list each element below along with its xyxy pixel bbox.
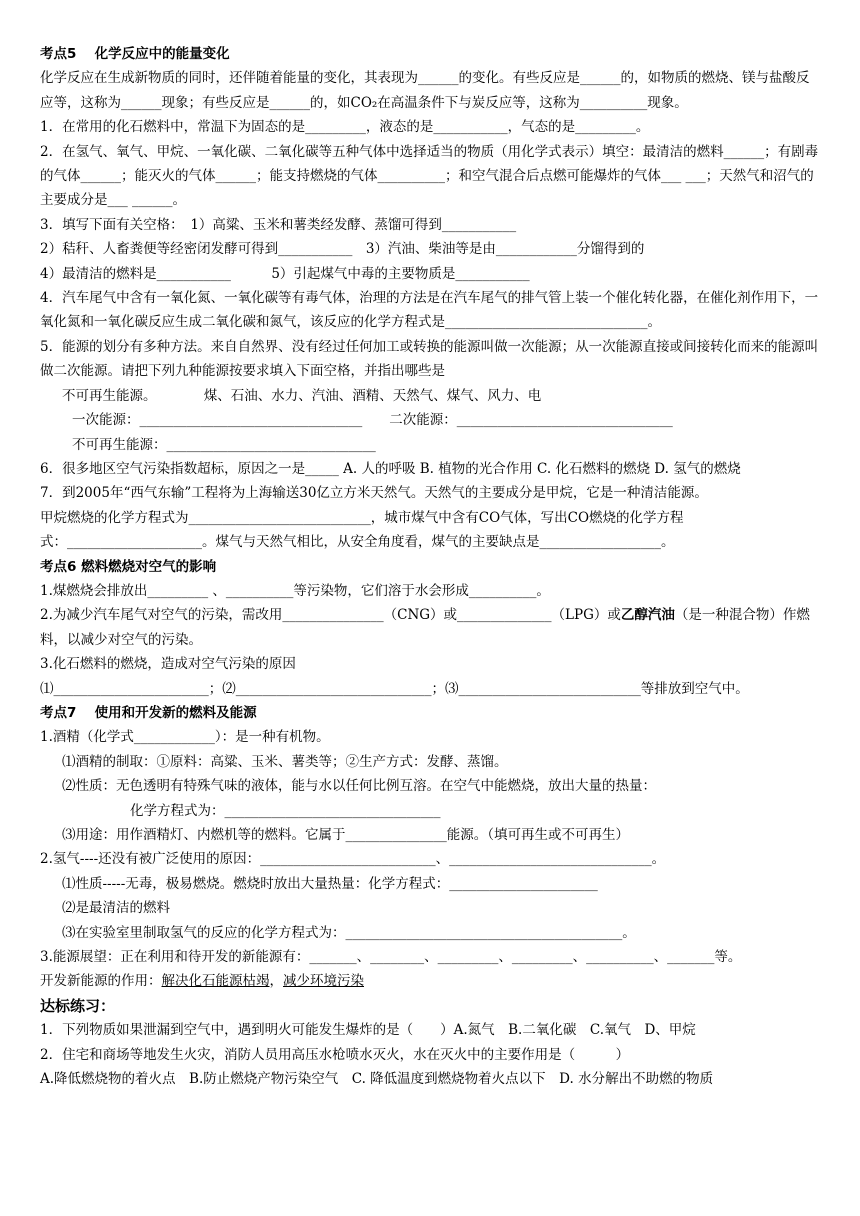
question-7-4d: 减少环境污染 xyxy=(283,973,364,990)
question-7-4 xyxy=(40,969,822,993)
question-5-5c: 一次能源：_________________________________ 二次能源：________________________________ xyxy=(72,412,673,429)
drill-question-2: 2．住宅和商场等地发生火灾，消防人员用高压水枪喷水灭火，水在灭火中的主要作用是（ ） xyxy=(40,1046,630,1063)
question-5-4: 4．汽车尾气中含有一氧化氮、一氧化碳等有毒气体，治理的方法是在汽车尾气的排气管上装一个催化转化器，在催化剂作用下，一氧化氮和一氧化碳反应生成二氧化碳和氮气，该反应的化学方程式是______________________________。 xyxy=(40,290,819,331)
question-5-7c: 式：____________________。煤气与天然气相比，从安全角度看，煤气的主要缺点是__________________。 xyxy=(40,534,675,551)
question-5-6: 6．很多地区空气污染指数超标，原因之一是_____ A. 人的呼吸 B. 植物的光合作用 C. 化石燃料的燃烧 D. 氢气的燃烧 xyxy=(40,460,741,477)
question-5-3c: 4）最清洁的燃料是___________ 5）引起煤气中毒的主要物质是___________ xyxy=(40,265,530,282)
drill-question-2-options: A.降低燃烧物的着火点 B.防止燃烧产物污染空气 C. 降低温度到燃烧物着火点以下 D. 水分解出不助燃的物质 xyxy=(40,1071,714,1088)
section-5-title: 考点5 化学反应中的能量变化 xyxy=(40,46,230,62)
question-7-2a: ⑴性质-----无毒，极易燃烧。燃烧时放出大量热量：化学方程式：______________________ xyxy=(62,875,598,892)
question-7-1c: 化学方程式为：________________________________ xyxy=(130,802,441,819)
question-7-4c: ， xyxy=(269,973,283,990)
question-5-2: 2．在氢气、氧气、甲烷、一氧化碳、二氧化碳等五种气体中选择适当的物质（用化学式表示）填空：最清洁的燃料______；有剧毒的气体______；能灭火的气体______；能支持燃烧的气体__________；和空气混合后点燃可能爆炸的气体___ ___；天然气和沼气的主要成分是___ ______。 xyxy=(40,143,819,209)
worksheet-page xyxy=(40,42,822,1091)
question-7-1d: ⑶用途：用作酒精灯、内燃机等的燃料。它属于_______________能源。（填可再生或不可再生） xyxy=(62,827,629,843)
question-7-2b: ⑵是最清洁的燃料 xyxy=(62,900,170,917)
question-6-1: 1.煤燃烧会排放出_________ 、__________等污染物，它们溶于水会形成__________。 xyxy=(40,582,550,599)
question-6-3: 3.化石燃料的燃烧，造成对空气污染的原因 xyxy=(40,656,296,673)
question-6-3b: ⑴_______________________；⑵_____________________________；⑶___________________________等排放到空气中。 xyxy=(40,680,749,697)
section-6-title: 考点6 燃料燃烧对空气的影响 xyxy=(40,558,217,575)
section-5-intro: 化学反应在生成新物质的同时，还伴随着能量的变化，其表现为______的变化。有些反应是______的，如物质的燃烧、镁与盐酸反应等，这称为______现象；有些反应是______的，如CO₂在高温条件下与炭反应等，这称为__________现象。 xyxy=(40,70,810,111)
question-7-1a: ⑴酒精的制取：①原料：高粱、玉米、薯类等；②生产方式：发酵、蒸馏。 xyxy=(62,753,508,770)
question-5-5a: 5．能源的划分有多种方法。来自自然界、没有经过任何加工或转换的能源叫做一次能源；从一次能源直接或间接转化而来的能源叫做二次能源。请把下列九种能源按要求填入下面空格，并指出哪些是 xyxy=(40,338,819,380)
question-6-2 xyxy=(40,603,822,652)
drill-title: 达标练习： xyxy=(40,996,116,1015)
question-5-7b: 甲烷燃烧的化学方程式为___________________________，城市煤气中含有CO气体，写出CO燃烧的化学方程 xyxy=(40,509,684,526)
question-7-3: 3.能源展望：正在利用和待开发的新能源有：_______、________、_________、_________、__________、_______等。 xyxy=(40,949,742,966)
question-5-5b: 不可再生能源。 煤、石油、水力、汽油、酒精、天然气、煤气、风力、电 xyxy=(62,387,542,404)
question-7-4b: 解决化石能源枯竭 xyxy=(161,973,270,990)
question-6-2a: 2.为减少汽车尾气对空气的污染，需改用_______________（CNG）或______________（LPG）或 xyxy=(40,607,621,624)
question-7-2c: ⑶在实验室里制取氢气的反应的化学方程式为：_________________________________________。 xyxy=(62,924,636,941)
drill-question-1: 1．下列物质如果泄漏到空气中，遇到明火可能发生爆炸的是（ ）A.氮气 B.二氧化碳 C.氧气 D、甲烷 xyxy=(40,1022,696,1039)
question-7-1: 1.酒精（化学式____________）：是一种有机物。 xyxy=(40,729,330,746)
question-6-2c: （是一种混合物）作燃料，以减少对空气的污染。 xyxy=(40,607,810,648)
question-6-2-ethanol: 乙醇汽油 xyxy=(620,607,675,624)
question-7-4a: 开发新能源的作用： xyxy=(40,973,162,990)
question-5-3a: 3．填写下面有关空格： 1）高粱、玉米和薯类经发酵、蒸馏可得到___________ xyxy=(40,216,517,233)
question-5-3b: 2）秸秆、人畜粪便等经密闭发酵可得到___________ 3）汽油、柴油等是由____________分馏得到的 xyxy=(40,241,645,258)
question-5-5d: 不可再生能源：_______________________________ xyxy=(72,436,376,453)
question-7-2: 2.氢气----还没有被广泛使用的原因：__________________________、______________________________。 xyxy=(40,851,666,868)
question-5-7a: 7．到2005年“西气东输”工程将为上海输送30亿立方米天然气。天然气的主要成分是甲烷，它是一种清洁能源。 xyxy=(40,485,708,502)
question-5-1: 1．在常用的化石燃料中，常温下为固态的是_________，液态的是___________，气态的是_________。 xyxy=(40,119,650,136)
question-7-1b: ⑵性质：无色透明有特殊气味的液体，能与水以任何比例互溶。在空气中能燃烧，放出大量的热量： xyxy=(62,778,656,795)
section-7-title: 考点7 使用和开发新的燃料及能源 xyxy=(40,704,257,721)
